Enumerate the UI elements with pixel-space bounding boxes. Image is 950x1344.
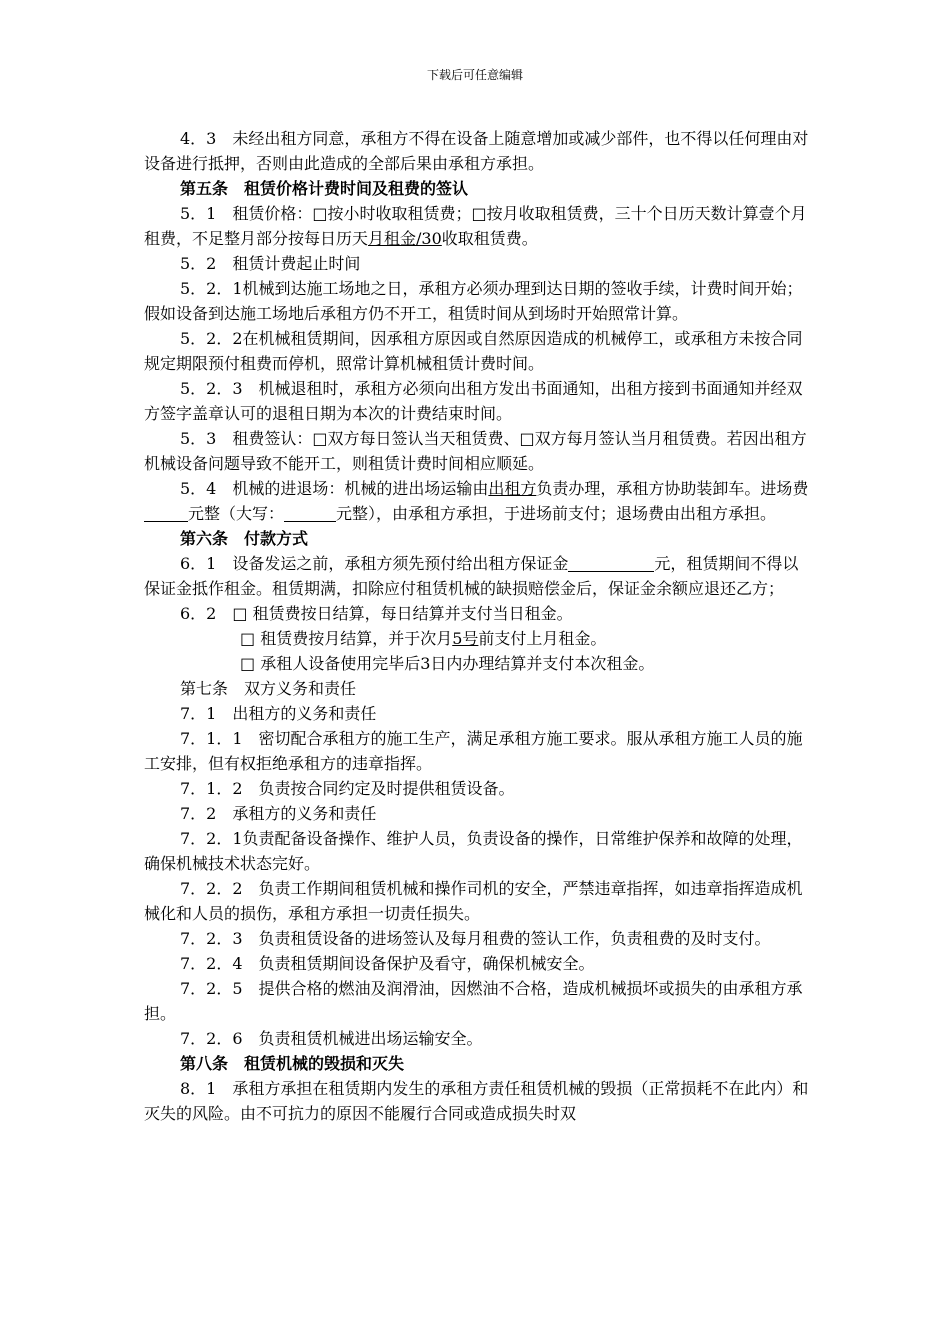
clause-7-2-6: 7．2．6 负责租赁机械进出场运输安全。 [180, 1029, 483, 1048]
clause-5-1 [144, 201, 810, 251]
document-body [144, 126, 810, 1126]
clause-6-2-option-daily: 6．2 □ 租赁费按日结算，每日结算并支付当日租金。 [180, 604, 573, 623]
clause-7-1-2: 7．1．2 负责按合同约定及时提供租赁设备。 [180, 779, 515, 798]
clause-7-2: 7．2 承租方的义务和责任 [180, 804, 377, 823]
clause-5-4-underlined: 出租方 [488, 479, 537, 498]
clause-7-1-1: 7．1．1 密切配合承租方的施工生产，满足承租方施工要求。服从承租方施工人员的施工安排，但有权拒绝承租方的违章指挥。 [144, 729, 803, 773]
clause-5-3: 5．3 租费签认：□双方每日签认当天租赁费、□双方每月签认当月租赁费。若因出租方机械设备问题导致不能开工，则租赁计费时间相应顺延。 [144, 429, 807, 473]
clause-7-2-5: 7．2．5 提供合格的燃油及润滑油，因燃油不合格，造成机械损坏或损失的由承租方承担。 [144, 979, 803, 1023]
page-header: 下载后可任意编辑 [426, 68, 523, 82]
article-8-heading: 第八条 租赁机械的毁损和灭失 [180, 1054, 405, 1073]
clause-5-1-underlined: 月租金/30 [368, 229, 442, 248]
clause-5-4-mid2: 元整（大写： [188, 504, 285, 523]
clause-5-4-tail: 元整），由承租方承担，于进场前支付；退场费由出租方承担。 [336, 504, 777, 523]
option-monthly-underlined: 5号 [452, 629, 479, 648]
deposit-blank[interactable] [568, 554, 654, 572]
clause-6-2-option-monthly [144, 626, 810, 651]
article-7-heading: 第七条 双方义务和责任 [180, 679, 357, 698]
clause-5-4-mid: 负责办理，承租方协助装卸车。进场费 [536, 479, 809, 498]
clause-7-2-3: 7．2．3 负责租赁设备的进场签认及每月租费的签认工作，负责租费的及时支付。 [180, 929, 771, 948]
clause-5-1-text: 5．1 租赁价格：□按小时收取租赁费；□按月收取租赁费，三十个日历天数计算壹个月租费，不足整月部分按每日历天 [144, 204, 807, 248]
clause-5-4 [144, 476, 810, 526]
clause-5-2-1: 5．2．1机械到达施工场地之日，承租方必须办理到达日期的签收手续，计费时间开始；假如设备到达施工场地后承租方仍不开工，租赁时间从到场时开始照常计算。 [144, 279, 803, 323]
option-monthly-text: □ 租赁费按月结算，并于次月 [240, 629, 453, 648]
clause-6-1-tail: 元，租赁期间不得以保证金抵作租金。租赁期满，扣除应付租赁机械的缺损赔偿金后，保证金余额应退还乙方； [144, 554, 799, 598]
clause-8-1: 8．1 承租方承担在租赁期内发生的承租方责任租赁机械的毁损（正常损耗不在此内）和灭失的风险。由不可抗力的原因不能履行合同或造成损失时双 [144, 1079, 809, 1123]
article-5-heading: 第五条 租赁价格计费时间及租费的签认 [180, 179, 469, 198]
entry-fee-blank[interactable] [144, 504, 188, 522]
clause-6-1-text: 6．1 设备发运之前，承租方须先预付给出租方保证金 [180, 554, 569, 573]
option-monthly-tail: 前支付上月租金。 [478, 629, 607, 648]
clause-7-1: 7．1 出租方的义务和责任 [180, 704, 377, 723]
clause-7-2-2: 7．2．2 负责工作期间租赁机械和操作司机的安全，严禁违章指挥，如违章指挥造成机械化和人员的损伤，承租方承担一切责任损失。 [144, 879, 803, 923]
clause-7-2-1: 7．2．1负责配备设备操作、维护人员，负责设备的操作，日常维护保养和故障的处理，确保机械技术状态完好。 [144, 829, 803, 873]
clause-7-2-4: 7．2．4 负责租赁期间设备保护及看守，确保机械安全。 [180, 954, 595, 973]
clause-5-2-3: 5．2．3 机械退租时，承租方必须向出租方发出书面通知，出租方接到书面通知并经双方签字盖章认可的退租日期为本次的计费结束时间。 [144, 379, 803, 423]
clause-5-4-text: 5．4 机械的进退场：机械的进出场运输由 [180, 479, 489, 498]
article-6-heading: 第六条 付款方式 [180, 529, 309, 548]
clause-5-2-2: 5．2．2在机械租赁期间，因承租方原因或自然原因造成的机械停工，或承租方未按合同规定期限预付租费而停机，照常计算机械租赁计费时间。 [144, 329, 803, 373]
clause-5-1-tail: 收取租赁费。 [441, 229, 538, 248]
clause-6-2-option-3days: □ 承租人设备使用完毕后3日内办理结算并支付本次租金。 [240, 654, 655, 673]
clause-6-1 [144, 551, 810, 601]
entry-fee-words-blank[interactable] [284, 504, 336, 522]
clause-5-2: 5．2 租赁计费起止时间 [180, 254, 361, 273]
clause-4-3: 4．3 未经出租方同意，承租方不得在设备上随意增加或减少部件，也不得以任何理由对设备进行抵押，否则由此造成的全部后果由承租方承担。 [144, 129, 809, 173]
